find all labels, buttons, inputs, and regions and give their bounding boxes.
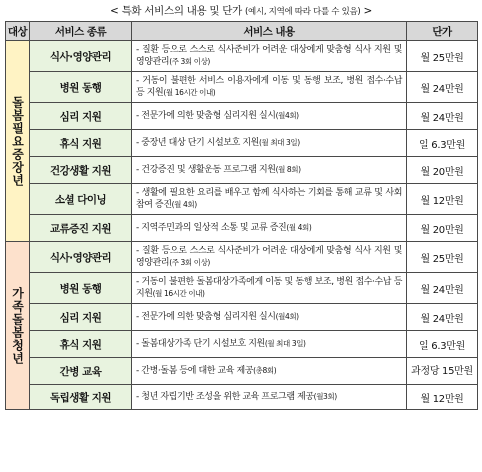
service-name: 독립생활 지원 — [30, 385, 132, 410]
service-price: 과정당 15만원 — [407, 358, 478, 385]
table-row — [6, 331, 478, 358]
table-row — [6, 184, 478, 215]
service-price: 월 12만원 — [407, 385, 478, 410]
service-price-table — [5, 21, 478, 410]
service-price: 월 20만원 — [407, 215, 478, 242]
service-desc: - 돌봄대상가족 단기 시설보호 지원(월 최대 3일) — [132, 331, 407, 358]
table-row — [6, 385, 478, 410]
caption-end: > — [360, 5, 372, 17]
service-name: 휴식 지원 — [30, 130, 132, 157]
service-name: 심리 지원 — [30, 304, 132, 331]
service-desc: - 지역주민과의 일상적 소통 및 교류 증진(월 4회) — [132, 215, 407, 242]
group-label-family-caregiver-youth: 가족돌봄청년 — [6, 242, 30, 410]
header-row — [6, 22, 478, 41]
service-name: 심리 지원 — [30, 103, 132, 130]
table-row — [6, 72, 478, 103]
table-row — [6, 157, 478, 184]
table-row — [6, 103, 478, 130]
service-desc: - 생활에 필요한 요리를 배우고 함께 식사하는 기회를 통해 교류 및 사회참여 증진(월 4회) — [132, 184, 407, 215]
caption-main: < 특화 서비스의 내용 및 단가 — [110, 5, 246, 17]
table-caption — [0, 3, 482, 18]
table-row — [6, 130, 478, 157]
service-price: 월 25만원 — [407, 242, 478, 273]
caption-note: (예시, 지역에 따라 다를 수 있음) — [245, 7, 361, 17]
service-name: 간병 교육 — [30, 358, 132, 385]
service-name: 식사·영양관리 — [30, 41, 132, 72]
service-price: 일 6.3만원 — [407, 331, 478, 358]
service-desc: - 중장년 대상 단기 시설보호 지원(월 최대 3일) — [132, 130, 407, 157]
service-price: 월 24만원 — [407, 304, 478, 331]
service-name: 교류증진 지원 — [30, 215, 132, 242]
service-desc: - 청년 자립기반 조성을 위한 교육 프로그램 제공(월3회) — [132, 385, 407, 410]
service-desc: - 건강증진 및 생활운동 프로그램 지원(월 8회) — [132, 157, 407, 184]
service-price: 월 24만원 — [407, 273, 478, 304]
header-price: 단가 — [407, 22, 478, 41]
table-row — [6, 304, 478, 331]
service-price: 월 12만원 — [407, 184, 478, 215]
group-label-middle-aged: 돌봄필요중장년 — [6, 41, 30, 242]
service-price: 월 24만원 — [407, 72, 478, 103]
service-name: 소셜 다이닝 — [30, 184, 132, 215]
service-desc: - 거동이 불편한 서비스 이용자에게 이동 및 동행 보조, 병원 접수·수납 등 지원(월 16시간 이내) — [132, 72, 407, 103]
table-row — [6, 358, 478, 385]
service-name: 휴식 지원 — [30, 331, 132, 358]
service-price: 월 24만원 — [407, 103, 478, 130]
service-desc: - 질환 등으로 스스로 식사준비가 어려운 대상에게 맞춤형 식사 지원 및 영양관리(주 3회 이상) — [132, 242, 407, 273]
service-desc: - 거동이 불편한 돌봄대상가족에게 이동 및 동행 보조, 병원 접수·수납 등 지원(월 16시간 이내) — [132, 273, 407, 304]
header-target: 대상 — [6, 22, 30, 41]
service-name: 병원 동행 — [30, 72, 132, 103]
service-price: 월 20만원 — [407, 157, 478, 184]
service-name: 건강생활 지원 — [30, 157, 132, 184]
table-row — [6, 215, 478, 242]
service-desc: - 전문가에 의한 맞춤형 심리지원 실시(월4회) — [132, 103, 407, 130]
table-row — [6, 41, 478, 72]
header-service-type: 서비스 종류 — [30, 22, 132, 41]
table-row — [6, 242, 478, 273]
service-desc: - 간병·돌봄 등에 대한 교육 제공(총8회) — [132, 358, 407, 385]
service-desc: - 전문가에 의한 맞춤형 심리지원 실시(월4회) — [132, 304, 407, 331]
service-price: 월 25만원 — [407, 41, 478, 72]
service-price: 일 6.3만원 — [407, 130, 478, 157]
service-desc: - 질환 등으로 스스로 식사준비가 어려운 대상에게 맞춤형 식사 지원 및 영양관리(주 3회 이상) — [132, 41, 407, 72]
header-service-content: 서비스 내용 — [132, 22, 407, 41]
table-row — [6, 273, 478, 304]
service-name: 식사·영양관리 — [30, 242, 132, 273]
service-name: 병원 동행 — [30, 273, 132, 304]
